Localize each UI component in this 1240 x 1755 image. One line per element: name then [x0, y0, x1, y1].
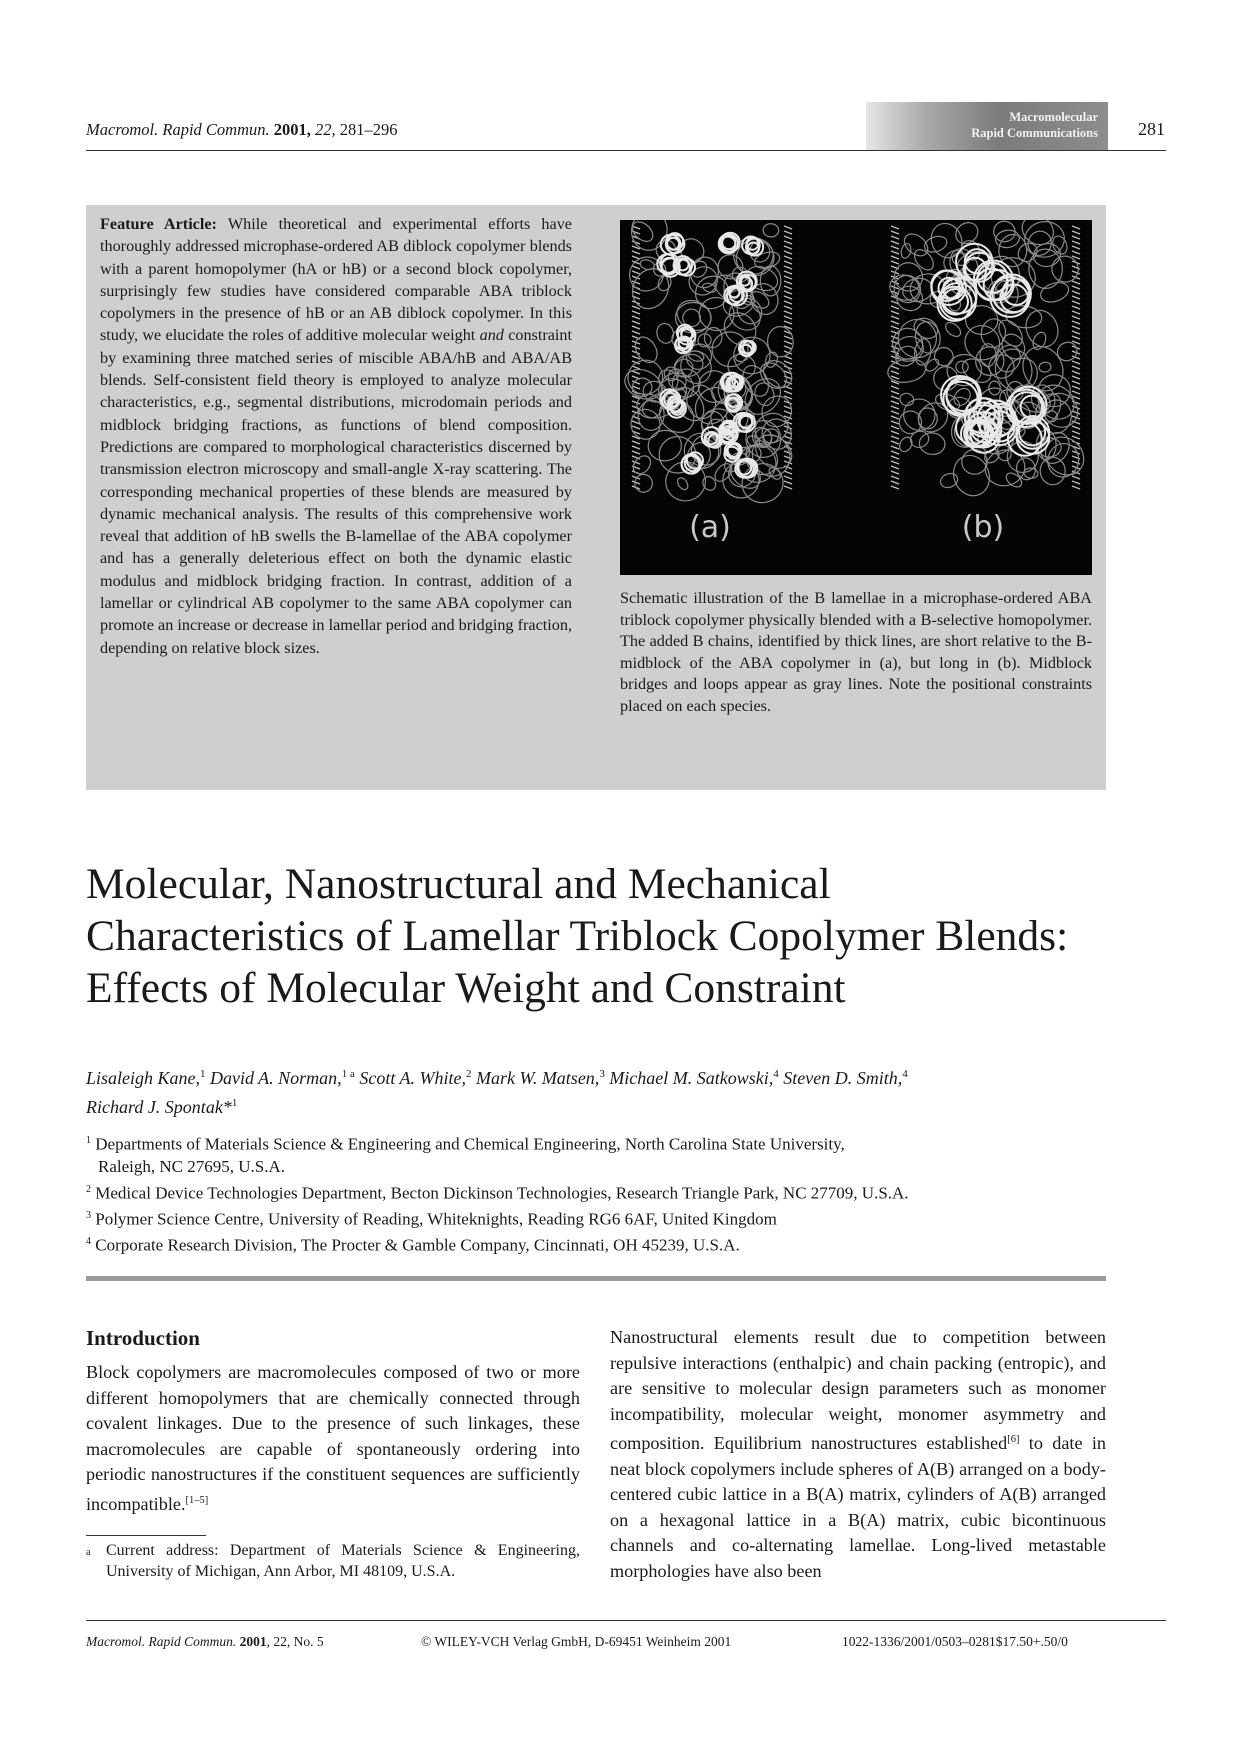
- author-sup: 1 a: [341, 1068, 355, 1080]
- panel-b-label: (b): [961, 510, 1005, 545]
- citation-ref: [1–5]: [185, 1494, 209, 1506]
- affiliation-text: Corporate Research Division, The Procter & Gamble Company, Cincinnati, OH 45239, U.S.A.: [95, 1236, 740, 1255]
- author-sup: 4: [902, 1068, 908, 1080]
- footer-copyright: © WILEY-VCH Verlag GmbH, D-69451 Weinheim 2001: [421, 1634, 732, 1649]
- author-sup: 4: [773, 1068, 779, 1080]
- affiliation-1-cont: Raleigh, NC 27695, U.S.A.: [98, 1157, 285, 1177]
- author-name: Steven D. Smith,: [783, 1068, 903, 1088]
- affiliations: [86, 1130, 1126, 1258]
- author-sup: 1: [231, 1097, 238, 1109]
- footnote-text: Current address: Department of Materials Science & Engineering, University of Michigan, Ann Arbor, MI 48109, U.S.A.: [106, 1542, 580, 1580]
- header-rule: [86, 150, 1166, 151]
- paragraph-part1: Nanostructural elements result due to competition between repulsive interactions (enthalpic) and chain packing (entropic), and are sensitive to molecular design parameters such as monomer incompatibility, molecular weight, monomer asymmetry and composition. Equilibrium nanostructures established: [610, 1327, 1106, 1454]
- journal-year: 2001,: [273, 120, 311, 139]
- running-header-citation: [86, 120, 398, 140]
- affiliation-3: [86, 1205, 1126, 1231]
- affiliation-2: [86, 1179, 1126, 1205]
- author-name: David A. Norman,: [210, 1068, 342, 1088]
- figure-caption: Schematic illustration of the B lamellae in a microphase-ordered ABA triblock copolymer physically blended with a B-selective homopolymer. The added B chains, identified by thick lines, are short relative to the B-midblock of the ABA copolymer in (a), but long in (b). Midblock bridges and loops appear as gray lines. Note the positional constraints placed on each species.: [620, 589, 1092, 715]
- abstract-text-part1: While theoretical and experimental efforts have thoroughly addressed microphase-ordered AB diblock copolymer blends with a parent homopolymer (hA or hB) or a second block copolymer, surprisingly few studies have considered comparable ABA triblock copolymers in the presence of hB or an AB diblock copolymer. In this study, we elucidate the roles of additive molecular weight: [100, 215, 572, 345]
- schematic-illustration: [620, 220, 1092, 575]
- author-name: Scott A. White,: [359, 1068, 466, 1088]
- author-name: Lisaleigh Kane,: [86, 1068, 201, 1088]
- footer-rule: [86, 1620, 1166, 1621]
- footer-volume-issue: , 22, No. 5: [266, 1634, 324, 1649]
- affiliation-number: 1: [86, 1135, 91, 1146]
- feature-abstract: [100, 213, 572, 659]
- footnote-rule: [86, 1535, 206, 1536]
- article-title: [86, 858, 1126, 1014]
- affiliation-1: [86, 1130, 1126, 1156]
- author-name: Mark W. Matsen,: [475, 1068, 600, 1088]
- affiliation-text: Medical Device Technologies Department, Becton Dickinson Technologies, Research Triangle Park, NC 27709, U.S.A.: [95, 1183, 909, 1203]
- affiliation-text: Polymer Science Centre, University of Reading, Whiteknights, Reading RG6 6AF, United Kingdom: [95, 1209, 777, 1229]
- title-section-rule: [86, 1276, 1106, 1281]
- affiliation-text: Departments of Materials Science & Engineering and Chemical Engineering, North Carolina State University,: [95, 1134, 845, 1154]
- body-column-left: [86, 1360, 580, 1517]
- affiliation-number: 2: [86, 1183, 91, 1195]
- panel-a-label: (a): [689, 510, 731, 545]
- page-number: 281: [1138, 119, 1165, 139]
- author-sup: 2: [465, 1068, 472, 1080]
- journal-logo-line1: Macromolecular: [1009, 110, 1098, 124]
- affiliation-number: 4: [86, 1236, 91, 1248]
- title-line-3: Effects of Molecular Weight and Constraint: [86, 964, 846, 1012]
- affiliation-number: 3: [86, 1210, 91, 1222]
- footnote-marker: a: [86, 1547, 91, 1558]
- intro-paragraph: Block copolymers are macromolecules composed of two or more different homopolymers that are chemically connected through covalent linkages. Due to the presence of such linkages, these macromolecules are capable of spontaneously ordering into periodic nanostructures if the constituent sequences are sufficiently incompatible.: [86, 1362, 580, 1514]
- feature-label: Feature Article:: [100, 215, 217, 233]
- journal-logo-line2: Rapid Communications: [971, 126, 1098, 140]
- introduction-heading: Introduction: [86, 1326, 200, 1350]
- author-name: Michael M. Satkowski,: [609, 1068, 774, 1088]
- citation-ref: [6]: [1007, 1434, 1020, 1445]
- author-sup: 3: [599, 1068, 605, 1080]
- body-column-right: [610, 1325, 1106, 1584]
- journal-name: Macromol. Rapid Commun.: [86, 120, 270, 139]
- footer-citation: [86, 1634, 324, 1650]
- abstract-italic-word: and: [479, 326, 504, 345]
- journal-pages: 281–296: [339, 120, 398, 139]
- author-list: [86, 1062, 1126, 1120]
- affiliation-4: [86, 1231, 1126, 1257]
- footnote: [86, 1540, 580, 1582]
- author-name: Richard J. Spontak*: [86, 1097, 232, 1117]
- abstract-text-part2: constraint by examining three matched series of miscible ABA/hB and ABA/AB blends. Self-consistent field theory is employed to analyze molecular characteristics, e.g., segmental distributions, microdomain periods and midblock bridging fractions, as functions of blend composition. Predictions are compared to morphological characteristics discerned by transmission electron microscopy and small-angle X-ray scattering. The corresponding mechanical properties of these blends are measured by dynamic mechanical analysis. The results of this comprehensive work reveal that addition of hB swells the B-lamellae of the ABA copolymer and has a generally deleterious effect on both the dynamic elastic modulus and midblock bridging fraction. In contrast, addition of a lamellar or cylindrical AB copolymer to the same ABA copolymer can promote an increase or decrease in lamellar period and bridging fraction, depending on relative block sizes.: [100, 326, 573, 657]
- journal-logo: [866, 102, 1108, 150]
- paragraph-part2: to date in neat block copolymers include spheres of A(B) arranged on a body-centered cubic lattice in a B(A) matrix, cylinders of A(B) arranged on a hexagonal lattice in a B(A) matrix, cubic bicontinuous channels and co-alternating lamellae. Long-lived metastable morphologies have also been: [610, 1433, 1107, 1581]
- footer-year: 2001: [239, 1634, 267, 1649]
- footer-journal: Macromol. Rapid Commun.: [86, 1634, 237, 1649]
- title-line-2: Characteristics of Lamellar Triblock Copolymer Blends:: [86, 912, 1069, 960]
- title-line-1: Molecular, Nanostructural and Mechanical: [86, 860, 831, 908]
- journal-volume: 22,: [315, 120, 336, 139]
- author-sup: 1: [200, 1068, 206, 1080]
- schematic-figure: [620, 220, 1092, 575]
- footer-issn: 1022-1336/2001/0503–0281$17.50+.50/0: [842, 1634, 1068, 1649]
